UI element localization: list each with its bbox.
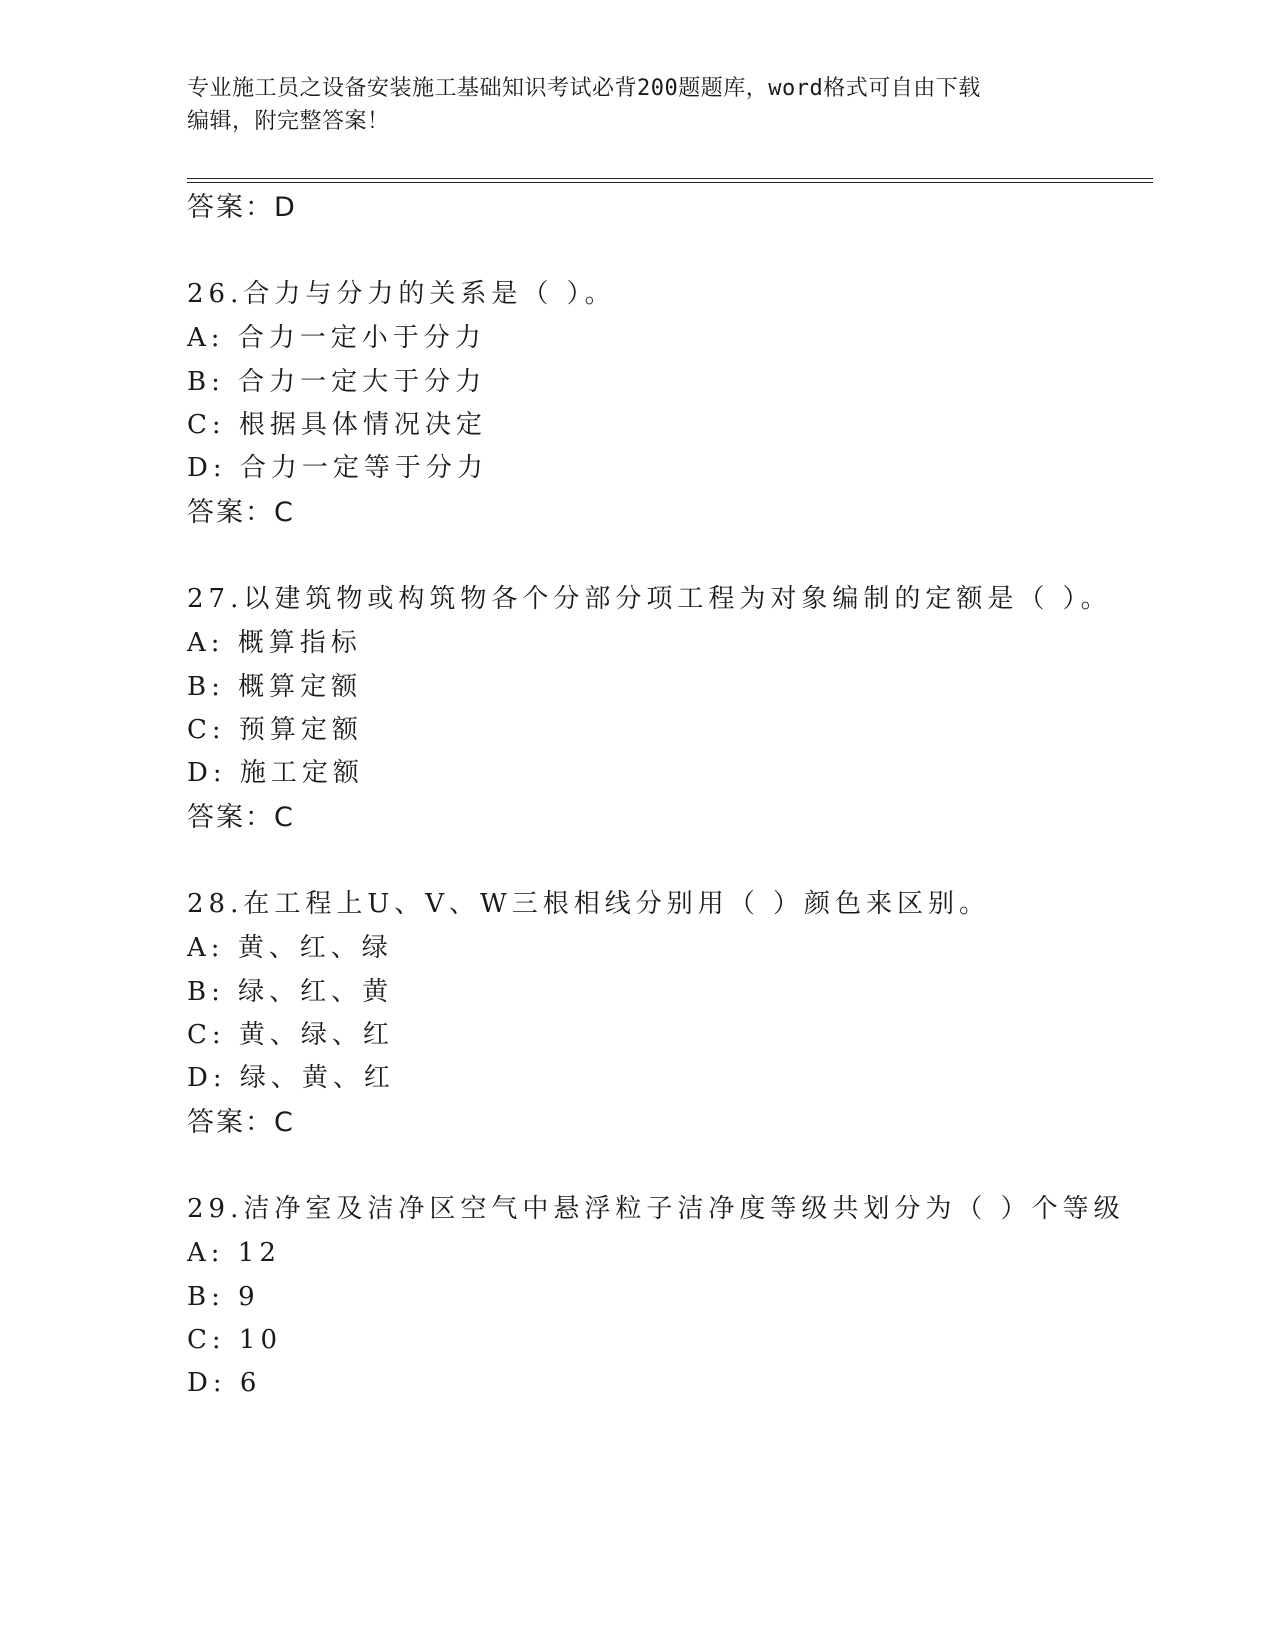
answer-q28: 答案：C	[187, 1107, 295, 1138]
question-26-option-c: C: 根据具体情况决定	[187, 410, 487, 440]
document-header	[187, 72, 1067, 138]
question-29-option-d: D: 6	[187, 1368, 262, 1398]
question-29-option-a: A: 12	[187, 1238, 281, 1268]
question-29-stem: 29.洁净室及洁净区空气中悬浮粒子洁净度等级共划分为（ ）个等级	[187, 1194, 1125, 1224]
answer-q25: 答案：D	[187, 192, 297, 223]
answer-q26: 答案：C	[187, 497, 295, 528]
header-line-2: 编辑，附完整答案！	[187, 109, 390, 134]
header-rule-bottom	[187, 182, 1153, 183]
answer-q27: 答案：C	[187, 802, 295, 833]
question-27-option-b: B: 概算定额	[187, 672, 363, 702]
question-28-option-c: C: 黄、绿、红	[187, 1020, 394, 1050]
question-28-option-d: D: 绿、黄、红	[187, 1063, 395, 1093]
question-29-option-b: B: 9	[187, 1282, 260, 1312]
question-27-option-a: A: 概算指标	[187, 628, 362, 658]
question-26-option-d: D: 合力一定等于分力	[187, 453, 488, 483]
question-27-option-d: D: 施工定额	[187, 758, 364, 788]
question-28-option-b: B: 绿、红、黄	[187, 977, 394, 1007]
question-26-option-a: A: 合力一定小于分力	[187, 323, 486, 353]
header-line-1: 专业施工员之设备安装施工基础知识考试必背200题题库，word格式可自由下载	[187, 76, 981, 101]
question-27-stem: 27.以建筑物或构筑物各个分部分项工程为对象编制的定额是（ ）。	[187, 584, 1112, 614]
question-26-stem: 26.合力与分力的关系是（ ）。	[187, 279, 616, 309]
question-28-stem: 28.在工程上U、V、W三根相线分别用（ ）颜色来区别。	[187, 889, 991, 919]
question-29-option-c: C: 10	[187, 1325, 283, 1355]
question-26-option-b: B: 合力一定大于分力	[187, 367, 487, 397]
question-28-option-a: A: 黄、红、绿	[187, 933, 393, 963]
question-27-option-c: C: 预算定额	[187, 715, 363, 745]
header-rule-top	[187, 178, 1153, 179]
